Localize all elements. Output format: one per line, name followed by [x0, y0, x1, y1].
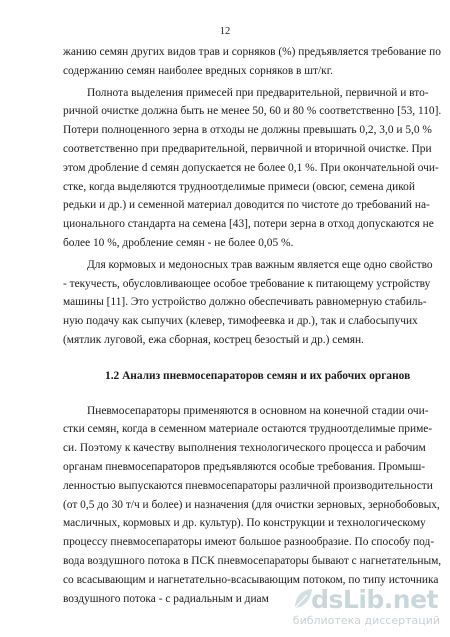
text-line: ленностью выпускаются пневмосепараторы различной производительности — [63, 479, 433, 492]
paragraph-1 — [63, 43, 441, 81]
paragraph-3 — [63, 256, 433, 350]
text-line: ную подачу как сыпучих (клевер, тимофеевка и др.), так и слабосыпучих — [63, 315, 418, 328]
text-line: Полнота выделения примесей при предварительной, первичной и вто- — [87, 86, 429, 99]
text-line: со всасывающим и нагнетательно-всасывающим потоком, по типу источника — [63, 573, 439, 586]
watermark-subtitle: библиотека диссертаций — [292, 614, 440, 627]
text-line: Потери полноценного зерна в отходы не должны превышать 0,2, 3,0 и 5,0 % — [63, 124, 432, 137]
page-number: 12 — [219, 26, 231, 37]
text-line: редьки и др.) и семенной материал доводится по чистоте до требований на- — [63, 199, 430, 212]
section-heading: 1.2 Анализ пневмосепараторов семян и их рабочих органов — [105, 369, 411, 382]
text-line: процессу пневмосепараторы имеют большое разнообразие. По способу под- — [63, 536, 435, 549]
text-line: содержанию семян наиболее вредных сорняков в шт/кг. — [63, 64, 333, 77]
text-line: более 10 %, дробление семян - не более 0,05 %. — [63, 236, 294, 249]
text-line: воздушного потока - с радиальным и диам — [63, 592, 269, 605]
text-line: си. Поэтому к качеству выполнения технологического процесса и рабочим — [63, 442, 426, 455]
paragraph-2 — [63, 84, 442, 253]
text-line: соответственно при предварительной, первичной и вторичной очистке. При — [63, 142, 432, 155]
text-line: (от 0,5 до 30 т/ч и более) и назначения (для очистки зерновых, зернобобовых, — [63, 498, 440, 511]
text-line: ционального стандарта на семена [43], потери зерна в отход допускаются не — [63, 218, 434, 231]
text-line: жанию семян других видов трав и сорняков (%) предъявляется требование по — [63, 46, 441, 58]
text-line: машины [11]. Это устройство должно обеспечивать равномерную стабиль- — [63, 296, 427, 309]
text-line: этом дробление d семян допускается не более 0,1 %. При окончательной очи- — [63, 161, 439, 174]
text-line: (мятлик луговой, ежа сборная, кострец безостый и др.) семян. — [63, 333, 364, 346]
text-line: ричной очистке должна быть не менее 50, 60 и 80 % соответственно [53, 110]. — [63, 105, 442, 118]
text-line: Пневмосепараторы применяются в основном на конечной стадии очи- — [87, 404, 429, 417]
document-body — [63, 43, 442, 608]
text-line: стке, когда выделяются трудноотделимые примеси (овсюг, семена дикой — [63, 180, 415, 193]
paragraph-4 — [63, 402, 442, 609]
watermark-logo — [284, 585, 442, 631]
text-line: - текучесть, обусловливающее особое требование к питающему устройству — [63, 277, 431, 290]
watermark-title: dsLib.net — [311, 585, 438, 614]
text-line: Для кормовых и медоносных трав важным является еще одно свойство — [87, 258, 433, 271]
text-line: органам пневмосепараторов предъявляются особые требования. Промыш- — [63, 460, 426, 473]
text-line: стки семян, когда в семенном материале остаются трудноотделимые приме- — [63, 423, 433, 436]
text-line: масличных, кормовых и др. культур). По конструкции и технологическому — [63, 517, 426, 530]
text-line: вода воздушного потока в ПСК пневмосепараторы бывают с нагнетательным, — [63, 554, 442, 567]
